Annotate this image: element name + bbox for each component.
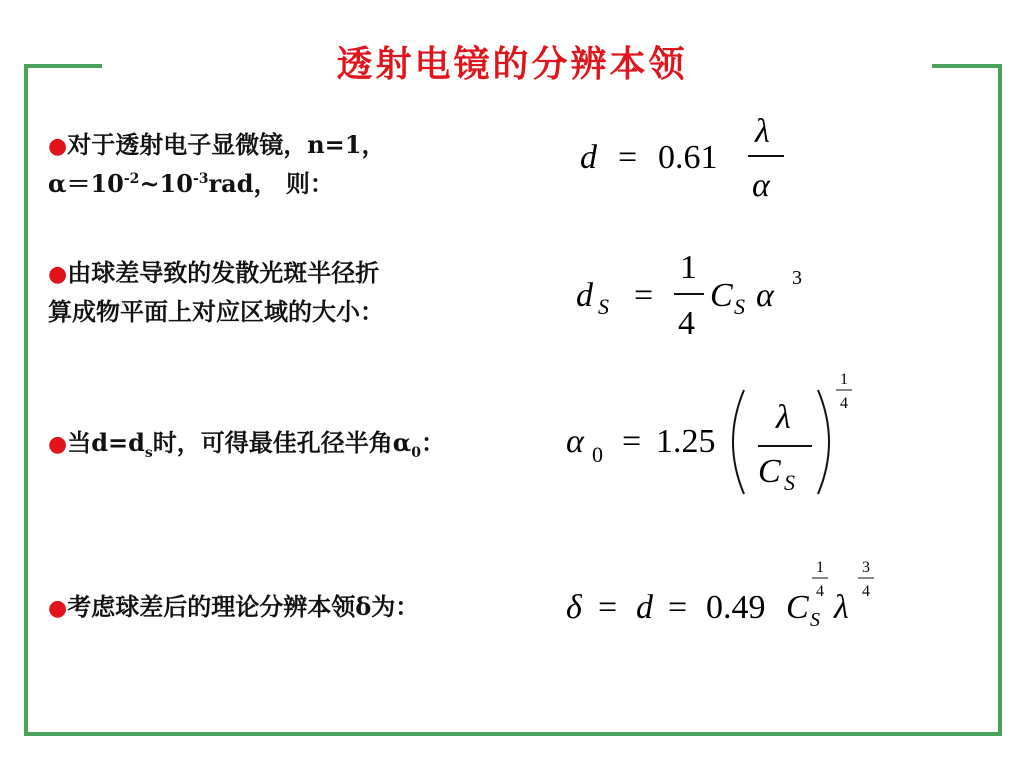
- f2-exp: 3: [792, 267, 802, 289]
- f3-lhs-sub: 0: [592, 442, 603, 467]
- bullet-3-colon: ：: [420, 428, 445, 457]
- bullet-dot: ●: [48, 431, 68, 457]
- bullet-4-delta: δ: [355, 592, 372, 621]
- bullet-1-rest: rad， 则：: [208, 169, 334, 198]
- bullet-2-line2: 算成物平面上对应区域的大小：: [48, 297, 384, 326]
- frame-left: [24, 64, 28, 736]
- f3-exp-den: 4: [840, 395, 848, 412]
- f3-right-paren: [818, 390, 829, 494]
- f3-num: λ: [776, 399, 791, 436]
- f4-coef: 0.49: [706, 589, 766, 626]
- bullet-dot: ●: [48, 595, 68, 621]
- f2-lhs-sub: S: [598, 294, 609, 319]
- bullet-1-alpha: α: [48, 169, 67, 198]
- f4-d: d: [636, 589, 653, 626]
- bullet-3-alpha-sub: 0: [411, 444, 421, 461]
- f4-c-exp-num: 1: [816, 559, 824, 576]
- f3-exp-num: 1: [840, 371, 848, 388]
- f4-c-sub: S: [810, 609, 820, 631]
- f1-eq: =: [618, 139, 638, 176]
- f4-delta: δ: [566, 589, 582, 626]
- bullet-4-pre: 考虑球差后的理论分辨本领: [67, 592, 356, 621]
- f2-den: 4: [678, 305, 695, 342]
- f4-lambda: λ: [834, 589, 849, 626]
- bullet-dot: ●: [48, 133, 68, 159]
- bullet-3-pre: 当d=d: [67, 428, 145, 457]
- f2-c: C: [710, 277, 733, 314]
- f2-lhs: d: [576, 277, 593, 314]
- bullet-4-post: 为：: [371, 592, 420, 621]
- bullet-4: [48, 588, 419, 627]
- f2-eq: =: [634, 277, 654, 314]
- formula-optimal-aperture: [562, 368, 862, 508]
- f2-num: 1: [680, 249, 697, 286]
- bullet-1-exp2: -3: [192, 171, 209, 187]
- slide-title: 透射电镜的分辨本领: [336, 43, 688, 85]
- f1-num: λ: [755, 113, 770, 150]
- frame-bottom: [24, 732, 1002, 736]
- f4-c: C: [786, 589, 809, 626]
- f1-den: α: [752, 167, 770, 204]
- f4-c-exp-den: 4: [816, 583, 824, 600]
- f3-den-sub: S: [784, 470, 795, 495]
- f3-lhs: α: [566, 423, 584, 460]
- bullet-3-mid: 时，可得最佳孔径半角: [152, 428, 393, 457]
- f1-coef: 0.61: [658, 139, 718, 176]
- bullet-3-sub: s: [144, 444, 153, 461]
- bullet-1-exp1: -2: [123, 171, 140, 187]
- bullet-1-line1: 对于透射电子显微镜，n=1，: [67, 130, 386, 159]
- f4-eq2: =: [668, 589, 688, 626]
- formula-theoretical-resolution: [562, 556, 892, 646]
- f3-den: C: [758, 453, 781, 490]
- bullet-3: [48, 424, 445, 463]
- f3-left-paren: [733, 390, 744, 494]
- f2-c-sub: S: [734, 294, 745, 319]
- formula-spot-size: [570, 240, 830, 350]
- frame-right: [998, 64, 1002, 736]
- f4-l-exp-den: 4: [862, 583, 870, 600]
- bullet-dot: ●: [48, 261, 68, 287]
- bullet-1-tilde: ~10: [139, 169, 193, 198]
- formula-resolution: [570, 100, 810, 210]
- f4-eq1: =: [598, 589, 618, 626]
- f1-lhs: d: [580, 139, 597, 176]
- f3-eq: =: [622, 423, 642, 460]
- f2-alpha: α: [756, 277, 774, 314]
- bullet-2-line1: 由球差导致的发散光斑半径折: [67, 258, 380, 287]
- f3-coef: 1.25: [656, 423, 716, 460]
- f4-l-exp-num: 3: [862, 559, 870, 576]
- bullet-1: [48, 126, 385, 203]
- bullet-2: [48, 254, 384, 331]
- bullet-3-alpha: α: [392, 428, 412, 457]
- bullet-1-eq: ＝10: [66, 169, 124, 198]
